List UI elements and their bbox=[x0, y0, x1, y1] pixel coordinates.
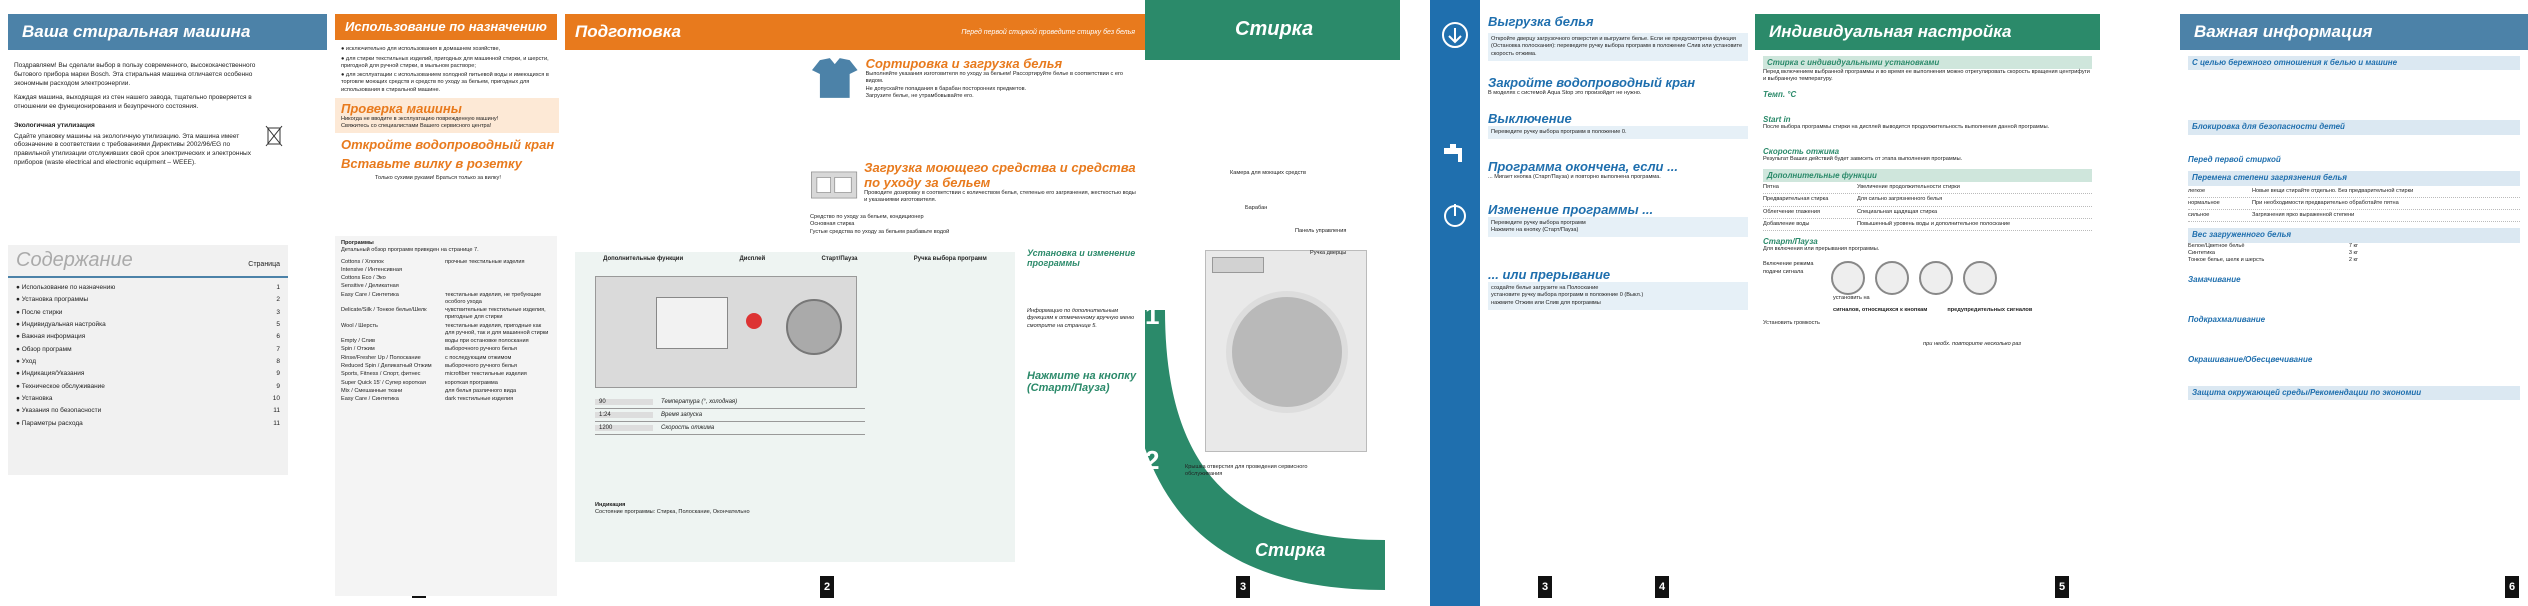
cancel-title: ... или прерывание bbox=[1488, 267, 1611, 283]
contents-item bbox=[16, 307, 280, 319]
program-row bbox=[341, 307, 551, 322]
check-item: Свяжитесь со специалистами Вашего сервисного центра! bbox=[341, 123, 492, 130]
section-eco: Защита окружающей среды/Рекомендации по экономии bbox=[2188, 386, 2520, 400]
extra-rows bbox=[1763, 182, 2092, 231]
display-screen bbox=[656, 297, 728, 349]
soil-row bbox=[2188, 210, 2520, 222]
cancel-item: установите ручку выбора программ в положение 0 (Выкл.) bbox=[1491, 292, 1644, 299]
contents-item-page: 7 bbox=[276, 345, 280, 353]
eco-title: Экологичная утилизация bbox=[14, 121, 95, 129]
weight-value: 7 кг bbox=[2348, 242, 2358, 249]
section-care: С целью бережного отношения к белью и машине bbox=[2188, 56, 2520, 70]
contents-item-label: ● После стирки bbox=[16, 308, 63, 316]
extra-desc: Для сильно загрязненного белья bbox=[1857, 196, 1943, 203]
contents-item-label: ● Установка bbox=[16, 395, 53, 403]
tap-title: Закройте водопроводный кран bbox=[1488, 74, 1696, 90]
lock-step-2: Установить громкость bbox=[1763, 319, 1820, 326]
contents-item-page: 8 bbox=[276, 358, 280, 366]
program-row bbox=[341, 346, 551, 353]
footnote: при необх. повторите несколько раз bbox=[1923, 341, 2021, 348]
contents-item-page: 11 bbox=[273, 407, 280, 415]
program-row bbox=[341, 380, 551, 387]
program-name: Sports, Fitness / Спорт, фитнес bbox=[341, 371, 421, 378]
unload-text: Откройте дверцу загрузочного отверстия и выгрузите белье. Если не предусмотрена функция (Остановка полоскания): переведите ручку выбора программ в положение Слив или установите скорость отжима. bbox=[1488, 33, 1748, 61]
display-label: Скорость отжима bbox=[661, 425, 715, 431]
display-row bbox=[595, 396, 865, 409]
contents-item bbox=[16, 344, 280, 356]
page-number-6: 5 bbox=[2055, 576, 2069, 598]
step-2: 2 bbox=[1145, 445, 1160, 475]
contents-item-page: 3 bbox=[276, 308, 280, 316]
cancel-item: нажмите Отжим или Слив для программы bbox=[1491, 299, 1601, 306]
contents-item bbox=[16, 418, 280, 430]
machine-door bbox=[1226, 291, 1348, 413]
program-name: Easy Care / Синтетика bbox=[341, 396, 399, 403]
unload-title: Выгрузка белья bbox=[1488, 14, 1594, 29]
program-row bbox=[341, 388, 551, 395]
extra-row bbox=[1763, 182, 2092, 194]
plug-title: Вставьте вилку в розетку bbox=[341, 156, 522, 172]
detergent-text: Проводите дозировку в соответствии с количеством белья, степенью его загрязнения, жесткостью воды и указаниями изготовителя. bbox=[864, 190, 1136, 204]
soil-name: легкое bbox=[2188, 187, 2206, 194]
program-desc: текстильные изделия, пригодные как для ручной, так и для машинной стирки bbox=[445, 322, 549, 336]
spin-label: Скорость отжима bbox=[1763, 146, 1840, 156]
contents-item-page: 11 bbox=[273, 419, 280, 427]
step-3: 3 bbox=[1380, 420, 1395, 450]
wash-title: Стирка bbox=[1235, 18, 1314, 40]
plug-hint: Только сухими руками! Браться только за вилку! bbox=[375, 175, 501, 182]
weight-name: Тонкое белье, шелк и шерсть bbox=[2188, 257, 2265, 264]
sort-text-2: Не допускайте попадания в барабан посторонних предметов. bbox=[865, 85, 1027, 92]
soil-desc: Новые вещи стирайте отдельно. Без предварительной стирки bbox=[2252, 187, 2414, 194]
display-label: Время запуска bbox=[661, 412, 703, 418]
page-number-3: 3 bbox=[1236, 576, 1250, 598]
prep-top-right: Перед первой стиркой проведите стирку без белья bbox=[961, 28, 1135, 36]
contents-item bbox=[16, 319, 280, 331]
contents-item-label: ● Техническое обслуживание bbox=[16, 382, 105, 390]
soil-name: сильное bbox=[2188, 212, 2210, 219]
signal-label: сигналов, относящихся к кнопкам bbox=[1833, 306, 1928, 313]
change-item: Нажмите на кнопку (Старт/Пауза) bbox=[1491, 226, 1579, 233]
program-row bbox=[341, 363, 551, 370]
contents-item-label: ● Установка программы bbox=[16, 296, 89, 304]
page-5 bbox=[1400, 0, 1755, 606]
contents-item-page: 2 bbox=[276, 296, 280, 304]
change-title: Изменение программы ... bbox=[1488, 201, 1654, 217]
contents-item bbox=[16, 381, 280, 393]
display-label: Температура (°, холодная) bbox=[661, 399, 738, 405]
page-number-2: 2 bbox=[820, 576, 834, 598]
page-title: Ваша стиральная машина bbox=[8, 14, 327, 50]
program-name: Empty / Слив bbox=[341, 338, 375, 345]
program-name: Sensitive / Деликатная bbox=[341, 283, 399, 290]
program-desc: выборочного ручного белья bbox=[445, 346, 517, 353]
extra-row bbox=[1763, 207, 2092, 219]
eco-text: Сдайте упаковку машины на экологичную утилизацию. Эта машина имеет обозначение в соответствии с требованиями Директивы 2002/96/EG по правильной утилизации отслуживших свой срок электрических и электронных приборов (waste electrical and electronic equipment – WEEE). bbox=[14, 132, 251, 166]
contents-item-label: ● Использование по назначению bbox=[16, 284, 116, 291]
contents-item-page: 9 bbox=[276, 382, 280, 390]
weight-row bbox=[2188, 257, 2358, 264]
soil-name: нормальное bbox=[2188, 199, 2220, 206]
program-desc bbox=[445, 267, 551, 274]
weight-name: Белое/Цветное бельё bbox=[2188, 242, 2245, 249]
label-selector: Ручка выбора программ bbox=[913, 256, 987, 262]
program-row bbox=[341, 292, 551, 307]
program-name: Easy Care / Синтетика bbox=[341, 291, 399, 298]
contents-item-label: ● Индивидуальная настройка bbox=[16, 321, 106, 329]
shirt-icon bbox=[810, 56, 860, 100]
indication-text: Состояние программы: Стирка, Полоскание, Окончательно bbox=[595, 509, 750, 516]
program-name: Mix / Смешанные ткани bbox=[341, 387, 403, 394]
label-extra-functions: Дополнительные функции bbox=[603, 256, 684, 262]
contents-item-label: ● Индикация/Указания bbox=[16, 370, 85, 378]
setup-title: Установка и изменение программы bbox=[1027, 248, 1136, 268]
section-weight: Вес загруженного белья bbox=[2188, 228, 2520, 242]
prep-header bbox=[565, 14, 1145, 50]
knob-caption: установить на bbox=[1833, 295, 1870, 302]
weight-row bbox=[2188, 250, 2358, 257]
contents-item bbox=[16, 294, 280, 306]
usage-list bbox=[335, 40, 565, 94]
program-name: Reduced Spin / Деликатный Отжим bbox=[341, 362, 432, 369]
page-3 bbox=[565, 0, 1145, 606]
soil-row bbox=[2188, 186, 2520, 198]
section-dye: Окрашивание/Обесцвечивание bbox=[2188, 355, 2313, 365]
page-1 bbox=[0, 0, 335, 606]
knob-icon bbox=[1831, 261, 1865, 295]
contents-list bbox=[8, 278, 288, 434]
check-title: Проверка машины bbox=[341, 100, 462, 116]
program-row bbox=[341, 259, 551, 266]
programs-title: Программы bbox=[341, 240, 374, 246]
soil-desc: При необходимости предварительно обработайте пятна bbox=[2252, 199, 2399, 206]
program-row bbox=[341, 267, 551, 274]
sort-text-3: Загрузите белье, не утрамбовывайте его. bbox=[865, 92, 974, 99]
program-desc: короткая программа bbox=[445, 379, 498, 386]
intro-text-2: Каждая машина, выходящая из стен нашего завода, тщательно проверяется в отношении ее функционирования и безупречного состояния. bbox=[14, 94, 252, 111]
display-row bbox=[595, 422, 865, 435]
program-desc bbox=[445, 283, 551, 290]
weights-list bbox=[2188, 243, 2358, 265]
washing-machine bbox=[1205, 250, 1367, 452]
program-row bbox=[341, 275, 551, 282]
soil-table bbox=[2188, 186, 2520, 223]
display-row bbox=[595, 409, 865, 422]
extra-name: Пятна bbox=[1763, 184, 1779, 191]
start-label: Start in bbox=[1763, 114, 1791, 124]
contents-item bbox=[16, 368, 280, 380]
step-1: 1 bbox=[1145, 300, 1160, 330]
custom-title: Индивидуальная настройка bbox=[1755, 14, 2100, 50]
knob-icon bbox=[1919, 261, 1953, 295]
page-7 bbox=[2180, 0, 2528, 606]
start-text: После выбора программы стирки на дисплей выводится продолжительность выполнения данной программы. bbox=[1763, 123, 2050, 130]
program-name: Wool / Шерсть bbox=[341, 322, 378, 329]
extra-row bbox=[1763, 219, 2092, 231]
sort-text: Выполняйте указания изготовителя по уходу за бельем! Рассортируйте белье в соответствии с его видом. bbox=[865, 71, 1123, 85]
program-desc: с последующим отжимом bbox=[445, 354, 512, 361]
knob-icon bbox=[1963, 261, 1997, 295]
temp-label: Темп. °C bbox=[1763, 89, 1797, 99]
sort-title: Сортировка и загрузка белья bbox=[865, 56, 1063, 71]
lock-step-1: Включение режима подачи сигнала bbox=[1763, 261, 1814, 275]
detergent-item: Густые средства по уходу за бельем разбавьте водой bbox=[810, 228, 950, 235]
usage-item: ● для эксплуатации с использованием холодной питьевой воды и имеющихся в торговле моющих средств и средств по уходу за бельем, пригодных для использования в стиральной машине. bbox=[341, 72, 549, 93]
startpause-label: Старт/Пауза bbox=[1763, 237, 1818, 247]
program-name: Super Quick 15' / Супер короткая bbox=[341, 379, 426, 386]
extra-desc: Увеличение продолжительности стирки bbox=[1857, 184, 1960, 191]
detergent-title: Загрузка моющего средства и средства по уходу за бельем bbox=[864, 160, 1136, 191]
program-name: Intensive / Интенсивная bbox=[341, 266, 402, 273]
soil-row bbox=[2188, 198, 2520, 210]
program-desc: для белья различного вида bbox=[445, 387, 517, 394]
contents-item-label: ● Указания по безопасности bbox=[16, 407, 102, 415]
label-panel: Панель управления bbox=[1295, 228, 1347, 234]
contents-item-page: 5 bbox=[276, 321, 280, 329]
program-list bbox=[335, 259, 557, 404]
program-row bbox=[341, 396, 551, 403]
contents-item bbox=[16, 356, 280, 368]
contents-page-label: Страница bbox=[248, 261, 280, 268]
signal-label-2: предупредительных сигналов bbox=[1947, 306, 2033, 313]
program-row bbox=[341, 323, 551, 338]
contents-item-page: 6 bbox=[276, 333, 280, 341]
label-hatch: Крышка отверстия для проведения сервисного обслуживания bbox=[1185, 464, 1308, 478]
press-title: Нажмите на кнопку (Старт/Пауза) bbox=[1027, 369, 1137, 394]
weight-value: 3 кг bbox=[2348, 250, 2358, 257]
page-number-7: 6 bbox=[2505, 576, 2519, 598]
program-name: Cottons / Хлопок bbox=[341, 258, 384, 265]
contents-item-page: 10 bbox=[272, 395, 280, 403]
tap-icon bbox=[1440, 140, 1470, 170]
display-value: 90 bbox=[595, 399, 653, 405]
section-first-wash: Перед первой стиркой bbox=[2188, 154, 2281, 164]
control-panel-area bbox=[575, 252, 1015, 562]
weight-name: Синтетика bbox=[2188, 250, 2216, 257]
weight-value: 2 кг bbox=[2348, 257, 2358, 264]
extra-label: Дополнительные функции bbox=[1763, 169, 2092, 182]
program-desc bbox=[445, 275, 551, 282]
contents-box bbox=[8, 245, 288, 475]
contents-item bbox=[16, 331, 280, 343]
extra-desc: Повышенный уровень воды и дополнительное полоскание bbox=[1857, 220, 2011, 227]
spin-text: Результат Ваших действий будет зависеть от этапа выполнения программы. bbox=[1763, 155, 1963, 162]
program-name: Rinse/Fresher Up / Полоскание bbox=[341, 354, 421, 361]
section-starch: Подкрахмаливание bbox=[2188, 314, 2266, 324]
program-row bbox=[341, 283, 551, 290]
section-child-lock: Блокировка для безопасности детей bbox=[2188, 120, 2520, 134]
section-soak: Замачивание bbox=[2188, 274, 2241, 284]
contents-item bbox=[16, 282, 280, 294]
program-desc: чувствительные текстильные изделия, пригодные для стирки bbox=[445, 307, 546, 321]
intro-text: Поздравляем! Вы сделали выбор в пользу современного, высококачественного бытового прибора марки Bosch. Эта стиральная машина отличается особенно экономным расходом электроэнергии. bbox=[14, 62, 256, 87]
detergent-drawer-icon bbox=[810, 160, 858, 210]
program-name: Cottons Eco / Эко bbox=[341, 275, 386, 282]
contents-item-page: 1 bbox=[276, 284, 280, 291]
program-desc: microfiber текстильные изделия bbox=[445, 371, 527, 378]
display-rows bbox=[595, 396, 865, 435]
label-display: Дисплей bbox=[739, 256, 766, 262]
prep-title: Подготовка bbox=[575, 22, 681, 41]
page-2 bbox=[335, 0, 565, 606]
program-desc: прочные текстильные изделия bbox=[445, 258, 525, 265]
section-custom-text: Перед включением выбранной программы и во время ее выполнения можно отрегулировать скорость вращения центрифуги и выбранную температуру. bbox=[1763, 69, 2090, 83]
extra-name: Добавление воды bbox=[1763, 220, 1810, 227]
program-desc: dark текстильные изделия bbox=[445, 396, 514, 403]
indication-title: Индикация bbox=[595, 502, 626, 508]
extra-row bbox=[1763, 194, 2092, 206]
cancel-item: создайте белье загрузите на Полоскание bbox=[1491, 285, 1599, 292]
detergent-item: Средство по уходу за бельем, кондиционер bbox=[810, 214, 924, 221]
important-title: Важная информация bbox=[2180, 14, 2528, 50]
change-item: Переведите ручку выбора программ bbox=[1491, 219, 1586, 226]
display-value: 1200 bbox=[595, 425, 653, 431]
detergent-item: Основная стирка bbox=[810, 221, 855, 228]
tap-title: Откройте водопроводный кран bbox=[341, 137, 555, 153]
program-name: Spin / Отжим bbox=[341, 346, 375, 353]
program-row bbox=[341, 371, 551, 378]
program-desc: воды при остановке полоскания bbox=[445, 338, 529, 345]
extra-desc: Специальная щадящая стирка bbox=[1857, 208, 1938, 215]
done-title: Программа окончена, если ... bbox=[1488, 159, 1678, 175]
label-start-pause: Старт/Пауза bbox=[821, 256, 858, 262]
contents-item-label: ● Важная информация bbox=[16, 333, 86, 341]
program-row bbox=[341, 355, 551, 362]
contents-item bbox=[16, 405, 280, 417]
unload-icon bbox=[1440, 20, 1470, 50]
section-custom: Стирка с индивидуальными установками bbox=[1763, 56, 2092, 69]
contents-item-label: ● Уход bbox=[16, 358, 37, 366]
recycle-bin-icon bbox=[264, 122, 284, 148]
start-pause-button[interactable] bbox=[746, 313, 762, 329]
contents-title: Содержание bbox=[16, 249, 133, 271]
program-desc: текстильные изделия, не требующие особого ухода bbox=[445, 291, 542, 305]
label-drum: Барабан bbox=[1245, 205, 1268, 211]
label-drawer: Камера для моющих средств bbox=[1230, 170, 1306, 176]
wash-bottom-title: Стирка bbox=[1255, 540, 1326, 560]
usage-header: Использование по назначению bbox=[335, 14, 557, 40]
check-item: Никогда не вводите в эксплуатацию поврежденную машину! bbox=[341, 115, 499, 122]
label-door: Ручка дверцы bbox=[1310, 250, 1347, 256]
program-row bbox=[341, 338, 551, 345]
contents-item-label: ● Обзор программ bbox=[16, 345, 72, 353]
extra-name: Предварительная стирка bbox=[1763, 196, 1829, 203]
display-value: 1:24 bbox=[595, 412, 653, 418]
soil-desc: Загрязнения ярко выраженной степени bbox=[2252, 212, 2355, 219]
contents-item-label: ● Параметры расхода bbox=[16, 419, 83, 427]
program-selector-knob[interactable] bbox=[786, 299, 842, 355]
usage-item: ● исключительно для использования в домашнем хозяйстве, bbox=[341, 46, 501, 53]
done-text: ... Мигает кнопка (Старт/Пауза) и повторно выполнена программа. bbox=[1488, 174, 1661, 181]
off-text: Переведите ручку выбора программ в положение 0. bbox=[1488, 126, 1748, 139]
program-desc: выборочного ручного белья bbox=[445, 362, 517, 369]
weight-row bbox=[2188, 243, 2358, 250]
page-number-4: 3 bbox=[1538, 576, 1552, 598]
program-name: Delicate/Silk / Тонкое белье/Шелк bbox=[341, 307, 427, 314]
extra-name: Облегчение глажения bbox=[1763, 208, 1821, 215]
off-title: Выключение bbox=[1488, 111, 1572, 127]
contents-item bbox=[16, 393, 280, 405]
programs-note: Детальный обзор программ приведен на странице 7. bbox=[341, 247, 479, 254]
control-panel bbox=[595, 276, 857, 388]
power-icon bbox=[1440, 200, 1470, 230]
machine-drawer bbox=[1212, 257, 1264, 273]
setup-text: Информацию по дополнительным функциям к отмеченному вручную меню смотрите на странице 5. bbox=[1027, 308, 1135, 329]
section-soil: Перемена степени загрязнения белья bbox=[2188, 171, 2520, 185]
page-4 bbox=[1145, 0, 1400, 606]
contents-item-page: 9 bbox=[276, 370, 280, 378]
page-number-5: 4 bbox=[1655, 576, 1669, 598]
knob-icon bbox=[1875, 261, 1909, 295]
usage-item: ● для стирки текстильных изделий, пригодных для машинной стирки, и шерсти, пригодной для ручной стирки, в мыльном растворе; bbox=[341, 55, 549, 69]
tap-text: В моделях с системой Aqua Stop это произойдет не нужно. bbox=[1488, 89, 1642, 96]
page-6 bbox=[1755, 0, 2100, 606]
startpause-text: Для включения или прерывания программы. bbox=[1763, 246, 1880, 253]
